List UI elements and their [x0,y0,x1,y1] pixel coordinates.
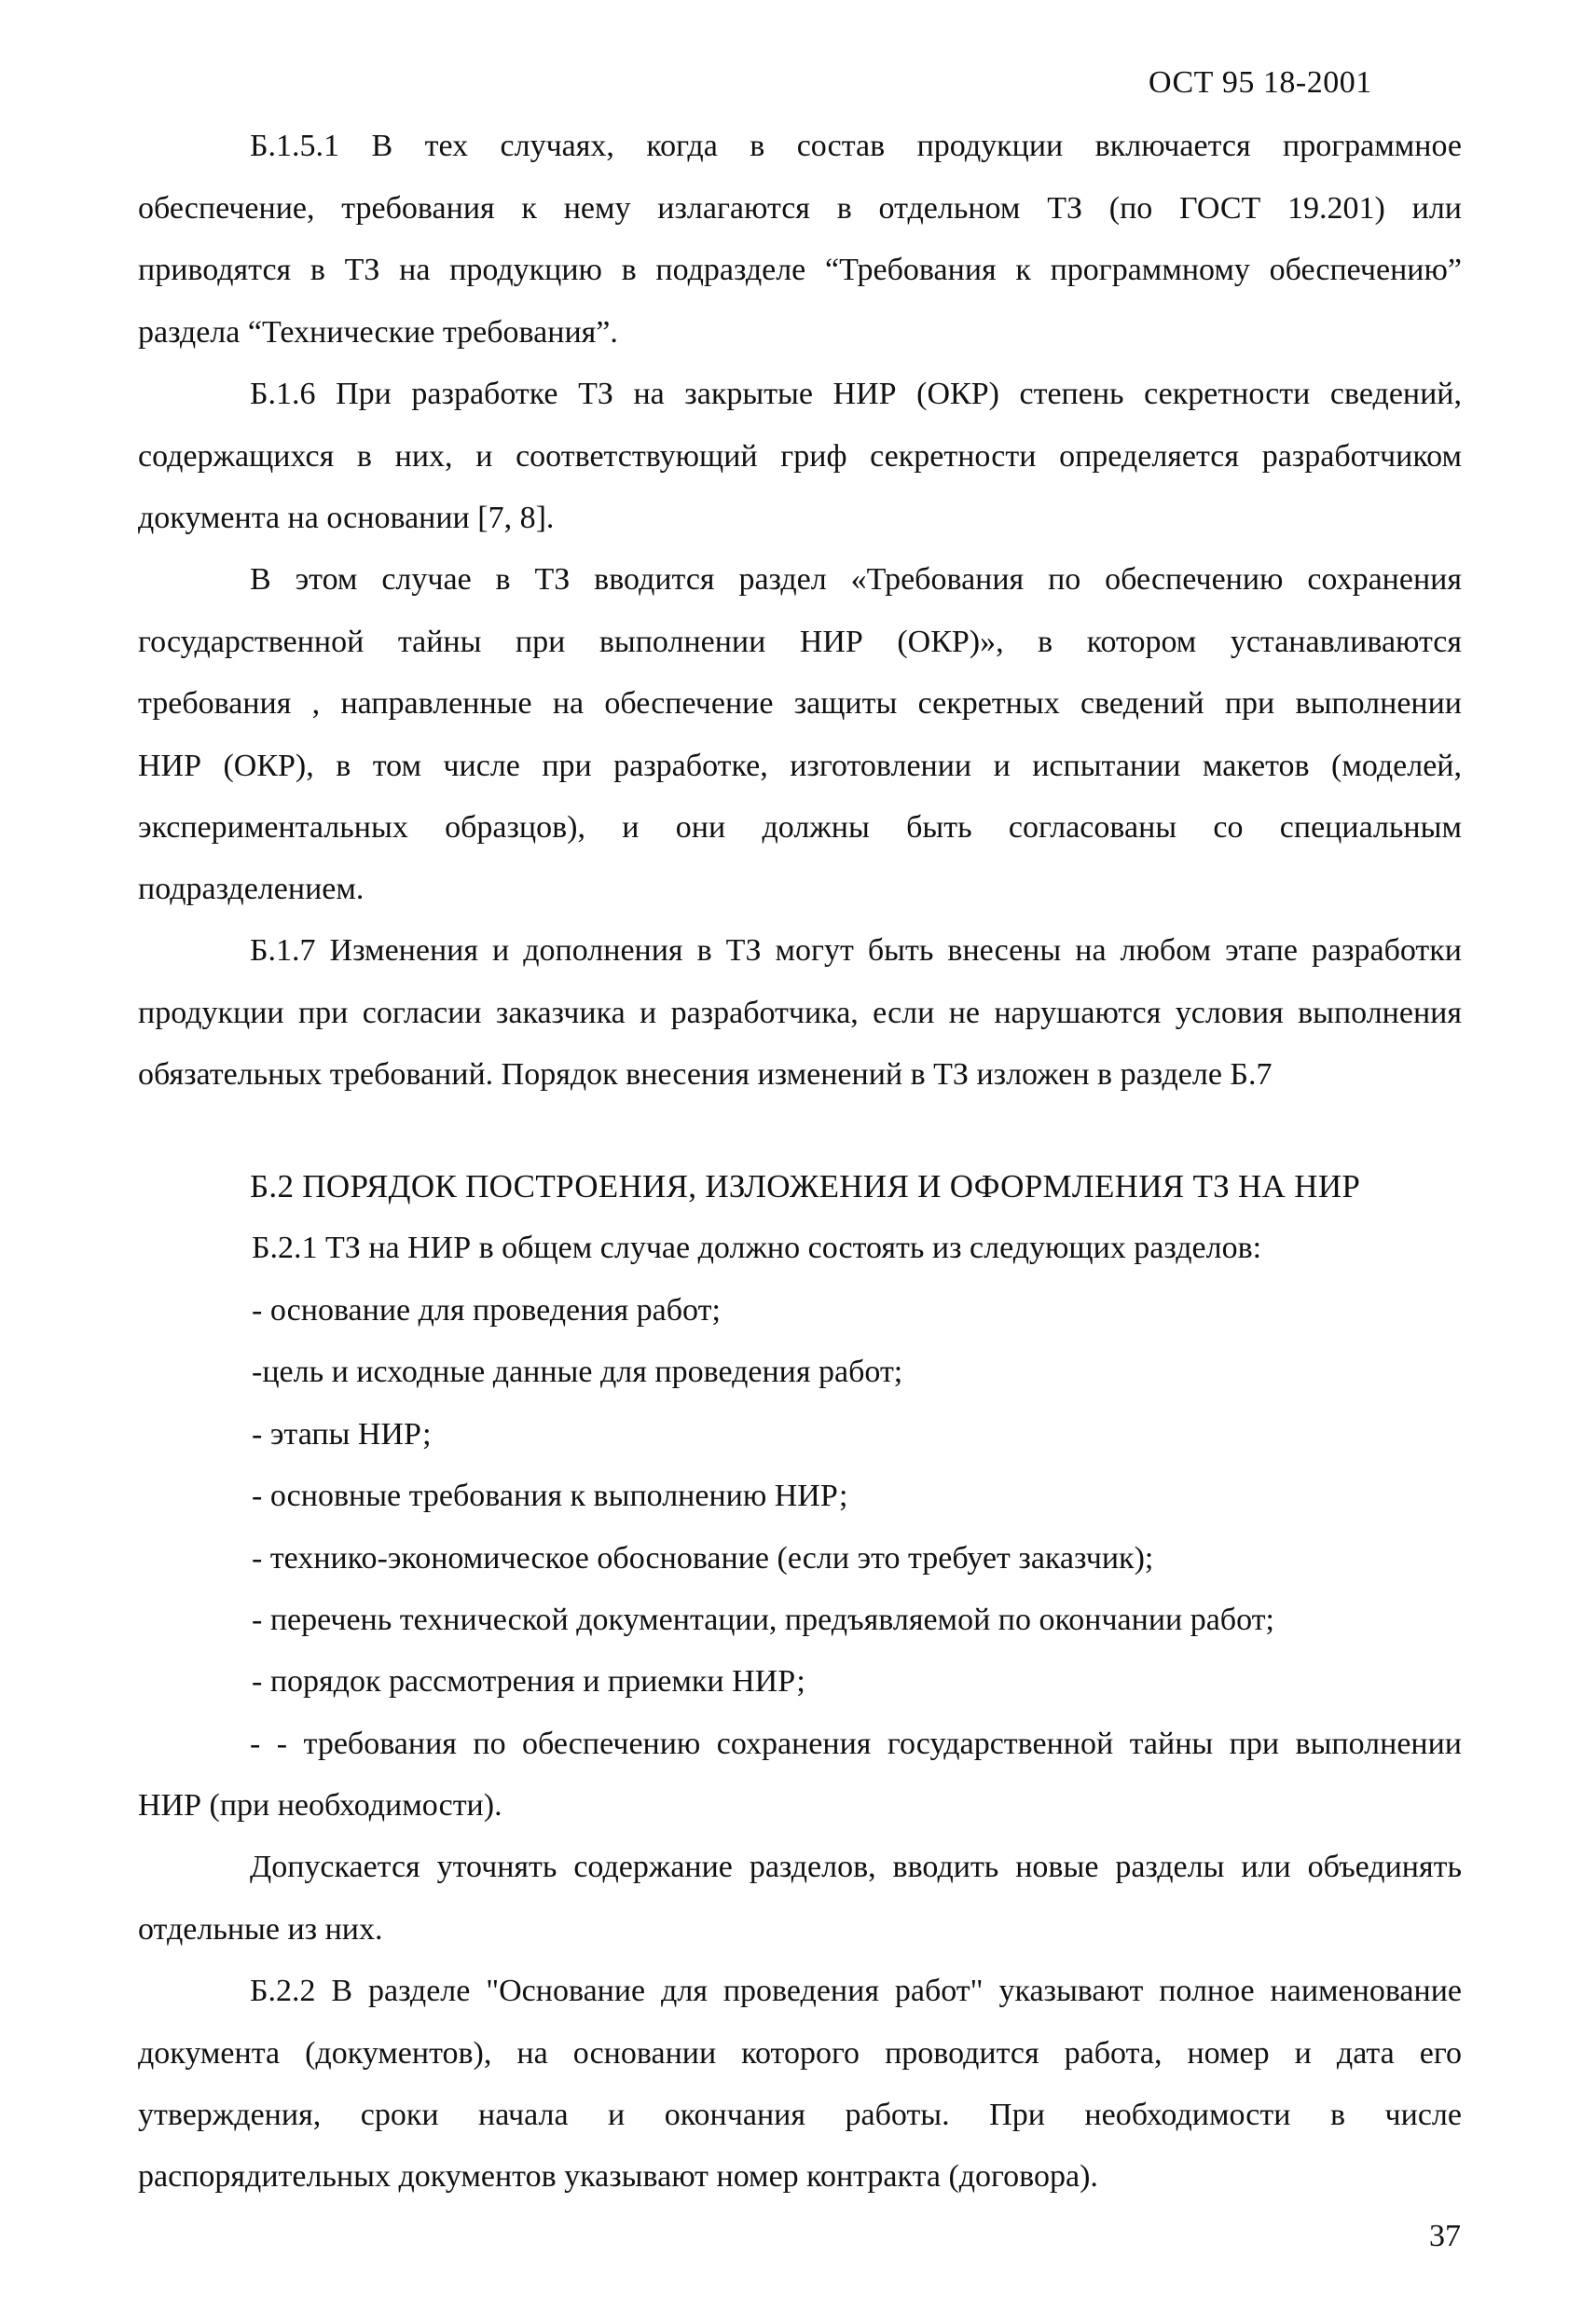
list-item-5: - технико-экономическое обоснование (если это требует заказчик); [252,1541,1154,1576]
paragraph-b17-line-3: обязательных требований. Порядок внесения изменений в ТЗ изложен в разделе Б.7 [138,1057,1273,1092]
paragraph-allowed-line-1: Допускается уточнять содержание разделов, вводить новые разделы или объединять [250,1850,1462,1884]
list-item-8-line-2: НИР (при необходимости). [138,1788,502,1823]
list-item-4: - основные требования к выполнению НИР; [252,1479,848,1513]
paragraph-case-line-4: НИР (ОКР), в том числе при разработке, изготовлении и испытании макетов (моделей, [138,749,1462,783]
paragraph-case-line-3: требования , направленные на обеспечение защиты секретных сведений при выполнении [138,686,1462,721]
paragraph-b17-line-1: Б.1.7 Изменения и дополнения в ТЗ могут быть внесены на любом этапе разработки [250,933,1462,968]
paragraph-b22-line-2: документа (документов), на основании которого проводится работа, номер и дата его [138,2036,1462,2071]
list-item-7: - порядок рассмотрения и приемки НИР; [252,1664,805,1699]
list-item-8-line-1: - - требования по обеспечению сохранения государственной тайны при выполнении [250,1727,1462,1761]
paragraph-allowed-line-2: отдельные из них. [138,1912,383,1947]
list-item-1: - основание для проведения работ; [252,1293,721,1328]
section-heading-b2: Б.2 ПОРЯДОК ПОСТРОЕНИЯ, ИЗЛОЖЕНИЯ И ОФОРМЛЕНИЯ ТЗ НА НИР [250,1168,1361,1205]
page-number: 37 [1429,2219,1461,2253]
paragraph-b16-line-3: документа на основании [7, 8]. [138,501,555,535]
paragraph-b17-line-2: продукции при согласии заказчика и разработчика, если не нарушаются условия выполнения [138,996,1462,1030]
paragraph-b151-line-1: Б.1.5.1 В тех случаях, когда в состав продукции включается программное [250,129,1462,163]
list-item-3: - этапы НИР; [252,1417,432,1452]
paragraph-b22-line-3: утверждения, сроки начала и окончания работы. При необходимости в числе [138,2098,1462,2132]
paragraph-b22-line-4: распорядительных документов указывают номер контракта (договора). [138,2159,1098,2194]
paragraph-case-line-6: подразделением. [138,872,365,906]
list-intro: Б.2.1 ТЗ на НИР в общем случае должно состоять из следующих разделов: [252,1231,1262,1265]
paragraph-case-line-1: В этом случае в ТЗ вводится раздел «Требования по обеспечению сохранения [250,562,1462,597]
paragraph-b151-line-4: раздела “Технические требования”. [138,315,618,350]
paragraph-b22-line-1: Б.2.2 В разделе "Основание для проведения работ" указывают полное наименование [250,1974,1462,2008]
paragraph-b16-line-1: Б.1.6 При разработке ТЗ на закрытые НИР (ОКР) степень секретности сведений, [250,377,1462,411]
list-item-2: -цель и исходные данные для проведения работ; [252,1355,903,1389]
list-item-6: - перечень технической документации, предъявляемой по окончании работ; [252,1603,1274,1637]
paragraph-b151-line-2: обеспечение, требования к нему излагаются в отдельном ТЗ (по ГОСТ 19.201) или [138,191,1462,226]
paragraph-b16-line-2: содержащихся в них, и соответствующий гриф секретности определяется разработчиком [138,439,1462,474]
paragraph-case-line-5: экспериментальных образцов), и они должны быть согласованы со специальным [138,810,1462,845]
paragraph-b151-line-3: приводятся в ТЗ на продукцию в подразделе “Требования к программному обеспечению” [138,253,1462,287]
paragraph-case-line-2: государственной тайны при выполнении НИР (ОКР)», в котором устанавливаются [138,625,1462,659]
document-code: ОСТ 95 18-2001 [1149,65,1372,100]
